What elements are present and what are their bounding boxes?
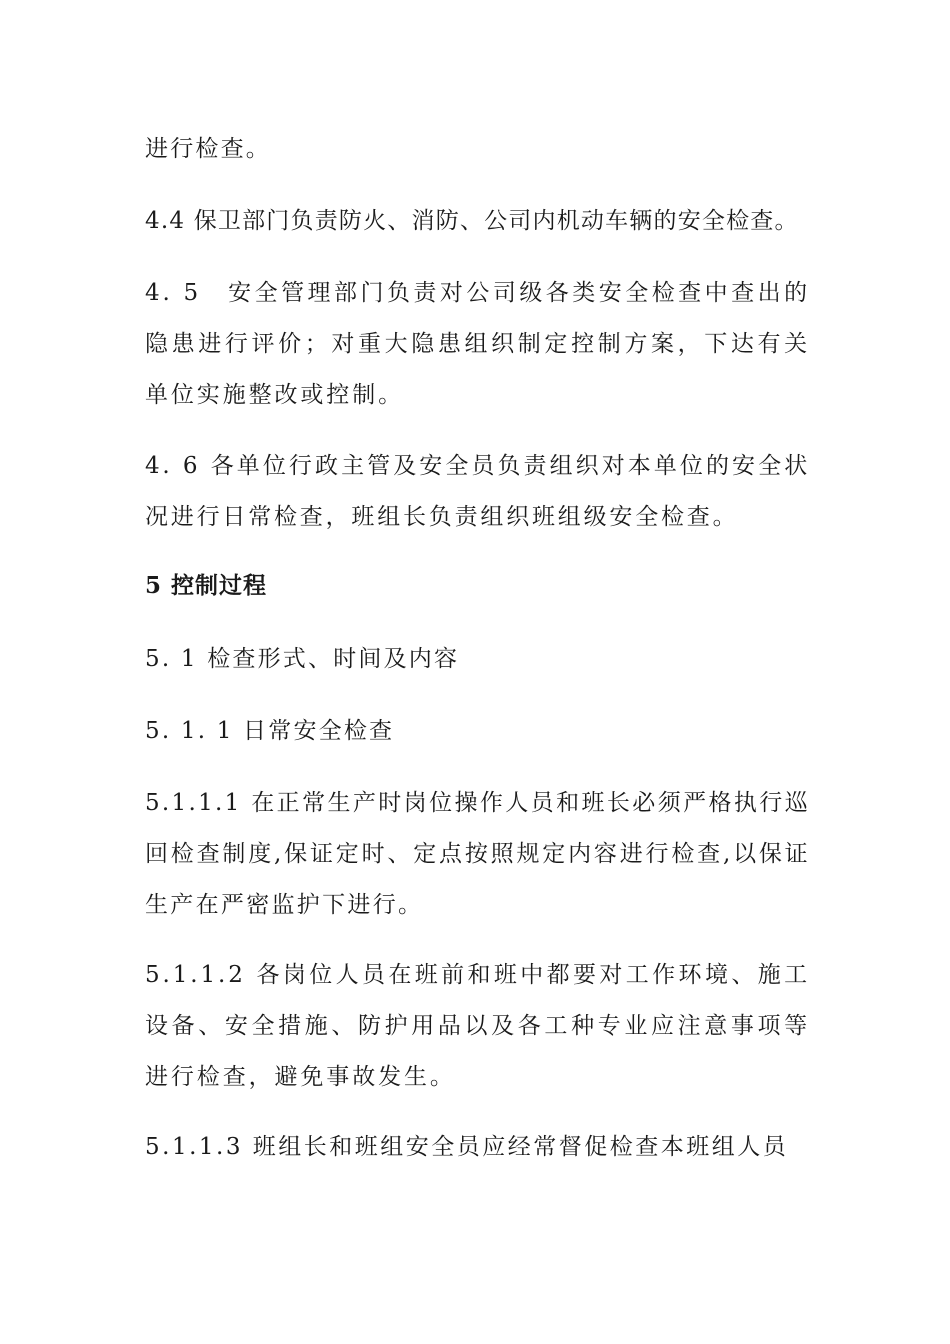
paragraph-continuation: 进行检查。: [145, 136, 271, 162]
paragraph-5-1-1-3: 5.1.1.3 班组长和班组安全员应经常督促检查本班组人员: [145, 1134, 789, 1160]
paragraph-4-5: 4. 5 安全管理部门负责对公司级各类安全检查中查出的隐患进行评价；对重大隐患组织制定控制方案，下达有关单位实施整改或控制。: [145, 280, 810, 408]
section-heading-5: 5 控制过程: [145, 572, 268, 599]
paragraph-5-1-1: 5. 1. 1 日常安全检查: [145, 718, 395, 744]
paragraph-5-1-1-2: 5.1.1.2 各岗位人员在班前和班中都要对工作环境、施工设备、安全措施、防护用品以及各工种专业应注意事项等进行检查，避免事故发生。: [145, 962, 810, 1090]
paragraph-4-6: 4. 6 各单位行政主管及安全员负责组织对本单位的安全状况进行日常检查，班组长负责组织班组级安全检查。: [145, 453, 810, 530]
paragraph-4-4: 4.4 保卫部门负责防火、消防、公司内机动车辆的安全检查。: [145, 208, 799, 234]
paragraph-5-1: 5. 1 检查形式、时间及内容: [145, 646, 460, 672]
paragraph-5-1-1-1: 5.1.1.1 在正常生产时岗位操作人员和班长必须严格执行巡回检查制度,保证定时、定点按照规定内容进行检查,以保证生产在严密监护下进行。: [145, 790, 810, 918]
